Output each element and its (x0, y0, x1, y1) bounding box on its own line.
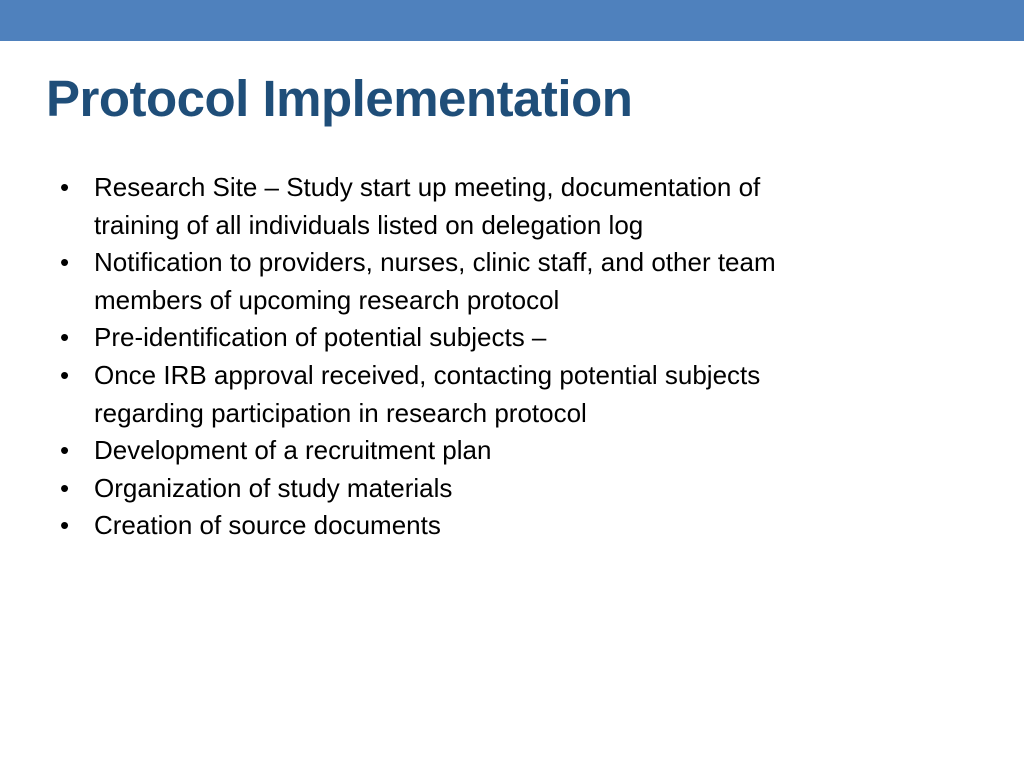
bullet-text-line: Research Site – Study start up meeting, documentation of (94, 172, 761, 202)
bullet-icon: • (60, 510, 70, 541)
bullet-icon: • (60, 247, 70, 278)
bullet-item (59, 507, 959, 545)
bullet-item (59, 169, 959, 244)
bullet-text-line: Creation of source documents (94, 510, 441, 541)
bullet-item (59, 319, 959, 357)
bullet-icon: • (60, 172, 70, 202)
bullet-icon: • (60, 322, 70, 353)
bullet-text-line: Pre-identification of potential subjects – (94, 322, 547, 353)
bullet-text-line: Development of a recruitment plan (94, 435, 492, 466)
bullet-icon: • (60, 435, 70, 466)
bullet-text-line: members of upcoming research protocol (94, 284, 560, 315)
bullet-text-line: training of all individuals listed on delegation log (94, 209, 644, 240)
bullet-item (59, 432, 959, 470)
bullet-text-line: Organization of study materials (94, 472, 453, 503)
bullet-text-line: Once IRB approval received, contacting potential subjects (94, 359, 761, 390)
bullet-text-line: Notification to providers, nurses, clinic staff, and other team (94, 247, 776, 278)
slide-title: Protocol Implementation (46, 70, 633, 127)
bullet-text-line: regarding participation in research protocol (94, 397, 587, 428)
top-accent-bar (0, 0, 1024, 41)
bullet-item (59, 470, 959, 508)
bullet-icon: • (60, 359, 70, 390)
bullet-item (59, 244, 959, 319)
bullet-icon: • (60, 472, 70, 503)
bullet-list (59, 169, 959, 545)
bullet-item (59, 357, 959, 432)
